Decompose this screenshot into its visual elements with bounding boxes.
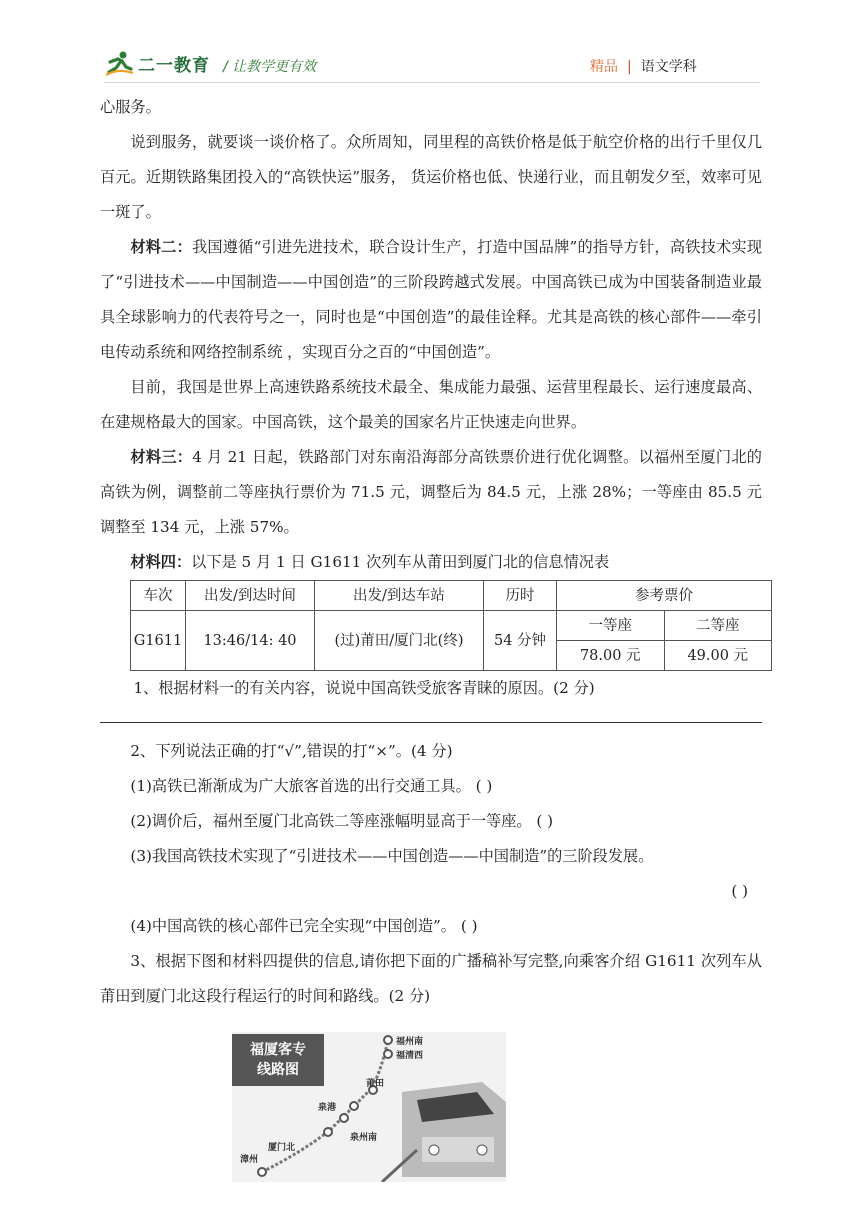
paragraph-current-status: 目前，我国是世界上高速铁路系统技术最全、集成能力最强、运营里程最长、运行速度最高、在建规格最大的国家。中国高铁，这个最美的国家名片正快速走向世界。 xyxy=(100,378,762,431)
answer-line xyxy=(100,721,762,723)
header-divider xyxy=(104,82,760,83)
document-body xyxy=(100,90,762,1014)
svg-text:漳州: 漳州 xyxy=(240,1155,259,1165)
material-four-text: 以下是 5 月 1 日 G1611 次列车从莆田到厦门北的信息情况表 xyxy=(191,553,610,571)
paragraph-service-price: 说到服务，就要谈一谈价格了。众所周知，同里程的高铁价格是低于航空价格的出行千里仅几百元。近期铁路集团投入的“高铁快运”服务， 货运价格也低、快递行业，而且朝发夕至，效率可见一斑了。 xyxy=(100,133,762,221)
subheader-first-class: 一等座 xyxy=(557,611,665,641)
question-two-item-1: (1)高铁已渐渐成为广大旅客首选的出行交通工具。 ( ) xyxy=(130,777,493,795)
tag-separator: | xyxy=(627,59,632,75)
route-map-image xyxy=(232,1032,506,1182)
material-three xyxy=(100,440,762,545)
question-three: 3、根据下图和材料四提供的信息,请你把下面的广播稿补写完整,向乘客介绍 G1611 次列车从莆田到厦门北这段行程运行的时间和路线。(2 分) xyxy=(100,952,762,1005)
col-header-station: 出发/到达车站 xyxy=(315,581,484,611)
svg-text:福清西: 福清西 xyxy=(396,1051,424,1061)
question-two-item-2: (2)调价后，福州至厦门北高铁二等座涨幅明显高于一等座。 ( ) xyxy=(130,812,554,830)
svg-text:泉州南: 泉州南 xyxy=(350,1133,378,1143)
question-one: 1、根据材料一的有关内容，说说中国高铁受旅客青睐的原因。(2 分) xyxy=(133,679,595,697)
col-header-fare: 参考票价 xyxy=(557,581,772,611)
material-two-label: 材料二： xyxy=(130,238,192,256)
map-title-line1: 福厦客专 xyxy=(250,1042,306,1058)
col-header-train: 车次 xyxy=(131,581,186,611)
material-two-text: 我国遵循“引进先进技术，联合设计生产，打造中国品牌”的指导方针，高铁技术实现了“引进技术——中国制造——中国创造”的三阶段跨越式发展。中国高铁已成为中国装备制造业最具全球影响力的代表符号之一，同时也是“中国创造”的最佳诠释。尤其是高铁的核心部件——牵引电传动系统和网络控制系统 ，实现百分之百的“中国创造”。 xyxy=(100,238,763,361)
svg-text:福州南: 福州南 xyxy=(396,1037,424,1047)
material-four-label: 材料四： xyxy=(130,553,192,571)
route-map-graphic xyxy=(232,1032,506,1182)
cell-time: 13:46/14: 40 xyxy=(186,611,315,671)
runner-logo-icon xyxy=(104,50,134,76)
table-row xyxy=(131,611,772,641)
map-title-line2: 线路图 xyxy=(257,1062,299,1078)
subject-tag: 语文学科 xyxy=(640,59,697,75)
svg-text:莆田: 莆田 xyxy=(366,1079,385,1089)
col-header-time: 出发/到达时间 xyxy=(186,581,315,611)
material-two xyxy=(100,230,762,370)
question-two: 2、下列说法正确的打“√”,错误的打“×”。(4 分) xyxy=(130,742,453,760)
page-header xyxy=(0,0,860,90)
question-two-item-3: (3)我国高铁技术实现了“引进技术——中国创造——中国制造”的三阶段发展。 xyxy=(130,847,654,865)
logo-text: 二一教育 xyxy=(138,55,210,76)
quality-tag: 精品 xyxy=(590,59,618,75)
cell-duration: 54 分钟 xyxy=(484,611,557,671)
cell-train: G1611 xyxy=(131,611,186,671)
cell-station: (过)莆田/厦门北(终) xyxy=(315,611,484,671)
paragraph-continuation: 心服务。 xyxy=(100,98,161,116)
question-two-item-3-paren: ( ) xyxy=(731,882,748,900)
slogan: / 让教学更有效 xyxy=(223,59,317,75)
table-header-row xyxy=(131,581,772,611)
svg-text:泉港: 泉港 xyxy=(318,1103,337,1113)
cell-price-second: 49.00 元 xyxy=(664,641,772,671)
question-two-item-4: (4)中国高铁的核心部件已完全实现“中国创造”。 ( ) xyxy=(130,917,478,935)
subheader-second-class: 二等座 xyxy=(664,611,772,641)
material-four xyxy=(100,545,762,580)
cell-price-first: 78.00 元 xyxy=(557,641,665,671)
train-info-table xyxy=(130,580,772,671)
col-header-duration: 历时 xyxy=(484,581,557,611)
header-tags xyxy=(590,56,697,76)
svg-text:厦门北: 厦门北 xyxy=(268,1143,296,1153)
logo xyxy=(104,50,210,76)
material-three-label: 材料三： xyxy=(130,448,193,466)
material-three-text: 4 月 21 日起，铁路部门对东南沿海部分高铁票价进行优化调整。以福州至厦门北的高铁为例，调整前二等座执行票价为 71.5 元，调整后为 84.5 元，上涨 28%；一等座由 85.5 元调整至 134 元，上涨 57%。 xyxy=(100,448,762,536)
